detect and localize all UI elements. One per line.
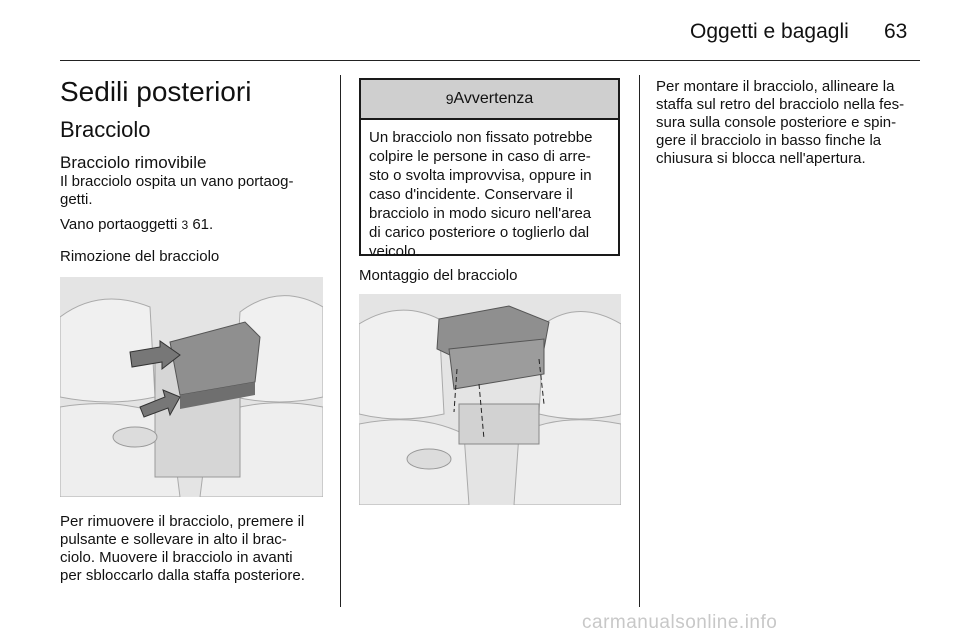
armrest-mounting-illustration [359, 294, 621, 505]
mounting-heading-block [359, 267, 621, 285]
header-rule [60, 60, 920, 61]
watermark: carmanualsonline.info [582, 612, 778, 633]
removal-line-2: pulsante e sollevare in alto il brac- [60, 531, 287, 548]
section-heading: Bracciolo [60, 117, 151, 142]
column-divider-2 [639, 75, 640, 607]
warning-line-4: caso d'incidente. Conservare il [369, 186, 573, 203]
warning-line-1: Un bracciolo non fissato potrebbe [369, 129, 593, 146]
reference-arrow-icon: 3 [181, 218, 189, 232]
warning-header [361, 80, 618, 120]
warning-box [359, 78, 620, 260]
warning-line-7: veicolo. [369, 243, 420, 260]
column-divider-1 [340, 75, 341, 607]
warning-line-3: sto o svolta improvvisa, oppure in [369, 167, 592, 184]
page-heading: Sedili posteriori [60, 76, 252, 107]
reference-page: 61. [192, 216, 214, 233]
mounting-line-4: gere il bracciolo in basso finche la [656, 132, 882, 149]
warning-title: Avvertenza [453, 90, 534, 107]
mounting-line-5: chiusura si blocca nell'apertura. [656, 150, 866, 167]
reference-text: Vano portaoggetti [60, 216, 178, 233]
cross-reference [60, 216, 330, 234]
warning-line-2: colpire le persone in caso di arre- [369, 148, 591, 165]
column-1 [60, 76, 330, 266]
subsection-heading: Bracciolo rimovibile [60, 153, 207, 172]
removal-text [60, 513, 330, 585]
mounting-heading: Montaggio del bracciolo [359, 267, 518, 284]
section-title: Oggetti e bagagli [690, 20, 849, 43]
mounting-line-3: sura sulla console posteriore e spin- [656, 114, 897, 131]
armrest-removal-illustration [60, 277, 323, 497]
warning-line-6: di carico posteriore o toglierlo dal [369, 224, 590, 241]
intro-line-1: Il bracciolo ospita un vano portaog- [60, 173, 294, 190]
intro-line-2: getti. [60, 191, 93, 208]
mounting-line-2: staffa sul retro del bracciolo nella fes- [656, 96, 905, 113]
removal-line-3: ciolo. Muovere il bracciolo in avanti [60, 549, 293, 566]
removal-line-1: Per rimuovere il bracciolo, premere il [60, 513, 305, 530]
mounting-line-1: Per montare il bracciolo, allineare la [656, 78, 895, 95]
warning-body [361, 120, 618, 261]
removal-line-4: per sbloccarlo dalla staffa posteriore. [60, 567, 305, 584]
warning-icon: 9 [445, 91, 454, 107]
removal-heading: Rimozione del bracciolo [60, 248, 220, 265]
column-3 [656, 78, 926, 168]
page-number: 63 [884, 20, 908, 43]
warning-line-5: bracciolo in modo sicuro nell'area [369, 205, 592, 222]
